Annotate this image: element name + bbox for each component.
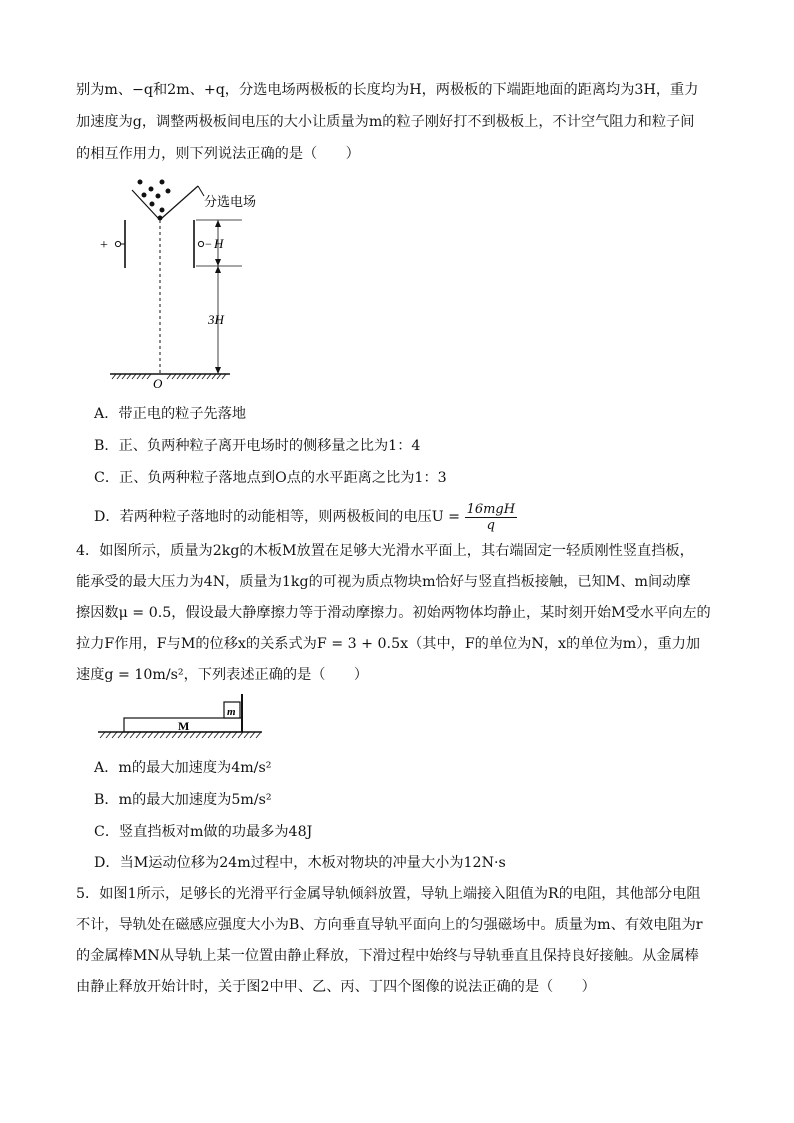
q4-option-c: C．竖直挡板对m做的功最多为48J	[94, 824, 313, 840]
q5-text-line-3: 的金属棒MN从导轨上某一位置由静止释放，下滑过程中始终与导轨垂直且保持良好接触。从金属棒	[76, 948, 699, 964]
q4-option-d: D．当M运动位移为24m过程中，木板对物块的冲量大小为12N·s	[94, 855, 506, 871]
q4-board-figure	[96, 692, 266, 744]
block-label: m	[227, 706, 236, 718]
q4-text-line-1: 4．如图所示，质量为2kg的木板M放置在足够大光滑水平面上，其右端固定一轻质刚性竖直挡板，	[76, 543, 694, 559]
q3-option-d-fraction	[465, 502, 518, 533]
q3-option-c: C．正、负两种粒子落地点到O点的水平距离之比为1：3	[94, 470, 447, 486]
q4-text-line-5: 速度g = 10m/s²，下列表述正确的是（ ）	[76, 667, 369, 683]
q4-text-line-3: 擦因数μ = 0.5，假设最大静摩擦力等于滑动摩擦力。初始两物体均静止，某时刻开始M受水平向左的	[76, 605, 711, 621]
minus-terminal	[198, 241, 203, 246]
q3-text-line-3: 的相互作用力，则下列说法正确的是（ ）	[76, 146, 360, 162]
q3-option-d	[94, 500, 517, 534]
q4-text-line-4: 拉力F作用，F与M的位移x的关系式为F = 3 + 0.5x（其中，F的单位为N，x的单位为m），重力加	[76, 636, 701, 652]
q3-option-a: A．带正电的粒子先落地	[94, 406, 247, 422]
ground-hatch	[112, 374, 226, 379]
q5-text-line-4: 由静止释放开始计时，关于图2中甲、乙、丙、丁四个图像的说法正确的是（ ）	[76, 979, 596, 995]
q5-text-line-1: 5．如图1所示，足够长的光滑平行金属导轨倾斜放置，导轨上端接入阻值为R的电阻，其他部分电阻	[76, 886, 701, 902]
plus-label: +	[100, 238, 108, 253]
h-label: H	[214, 236, 224, 251]
o-label: O	[153, 376, 163, 391]
plus-terminal	[115, 241, 120, 246]
q3-text-line-2: 加速度为g，调整两极板间电压的大小让质量为m的粒子刚好打不到极板上，不计空气阻力和粒子间	[76, 114, 695, 130]
q4-option-b: B．m的最大加速度为5m/s²	[94, 792, 272, 808]
q3-option-b: B．正、负两种粒子离开电场时的侧移量之比为1：4	[94, 438, 421, 454]
minus-label: −	[205, 237, 212, 251]
q3-separator-figure	[100, 174, 270, 392]
field-label: 分选电场	[204, 194, 257, 209]
fraction-denominator: q	[486, 517, 495, 533]
q3-option-d-text: D．若两种粒子落地时的动能相等，则两极板间的电压U =	[94, 509, 461, 525]
q4-text-line-2: 能承受的最大压力为4N，质量为1kg的可视为质点物块m恰好与竖直挡板接触，已知M、m间动摩	[76, 574, 691, 590]
board-label: M	[178, 719, 190, 733]
q5-text-line-2: 不计，导轨处在磁感应强度大小为B、方向垂直导轨平面向上的匀强磁场中。质量为m、有效电阻为r	[76, 917, 703, 933]
q4-option-a: A．m的最大加速度为4m/s²	[94, 760, 272, 776]
fraction-numerator: 16mgH	[466, 501, 516, 517]
3h-label: 3H	[208, 312, 224, 327]
q3-text-line-1: 别为m、−q和2m、+q，分选电场两极板的长度均为H，两极板的下端距地面的距离均为3H，重力	[76, 82, 699, 98]
